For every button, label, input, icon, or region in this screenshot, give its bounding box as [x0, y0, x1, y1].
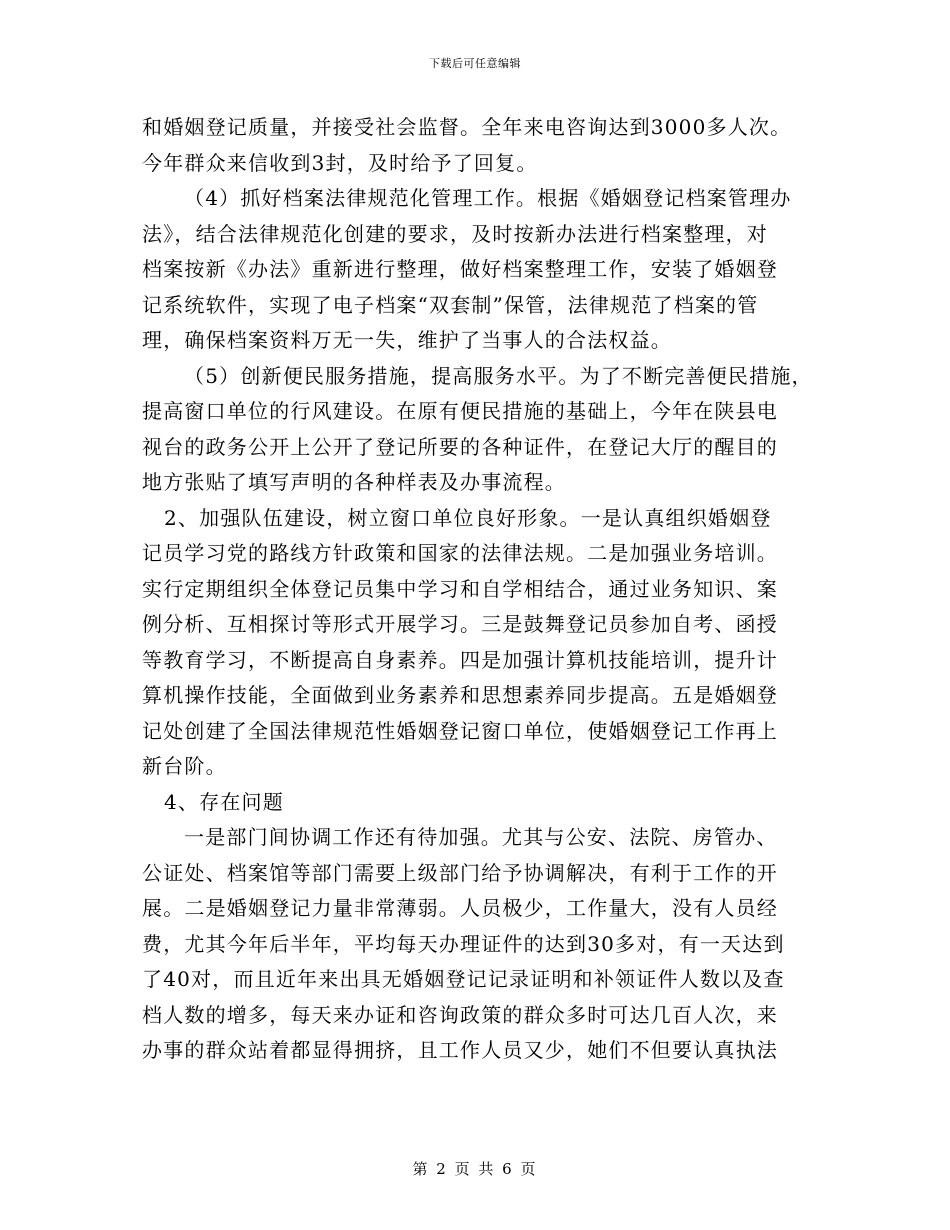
section-heading: 4、存在问题: [164, 789, 284, 814]
text-line: 例分析、互相探讨等形式开展学习。三是鼓舞登记员参加自考、函授: [142, 612, 778, 636]
text-line: 实行定期组织全体登记员集中学习和自学相结合，通过业务知识、案: [142, 576, 778, 601]
text-line: 公证处、档案馆等部门需要上级部门给予协调解决，有利于工作的开: [142, 860, 778, 885]
paragraph-start-line: （4）抓好档案法律规范化管理工作。根据《婚姻登记档案管理办: [184, 186, 792, 210]
text-line: 算机操作技能，全面做到业务素养和思想素养同步提高。五是婚姻登: [142, 683, 778, 707]
text-line: 档案按新《办法》重新进行整理，做好档案整理工作，安装了婚姻登: [142, 257, 778, 281]
text-line: 记处创建了全国法律规范性婚姻登记窗口单位，使婚姻登记工作再上: [142, 718, 778, 743]
text-line: 和婚姻登记质量，并接受社会监督。全年来电咨询达到3000多人次。: [142, 115, 792, 139]
page-number-footer: 第 2 页 共 6 页: [412, 1160, 538, 1178]
paragraph-start-line: 2、加强队伍建设，树立窗口单位良好形象。一是认真组织婚姻登: [164, 505, 772, 530]
text-line: 展。二是婚姻登记力量非常薄弱。人员极少，工作量大，没有人员经: [142, 896, 778, 920]
paragraph-start-line: 一是部门间协调工作还有待加强。尤其与公安、法院、房管办、: [184, 825, 778, 849]
text-line: 记员学习党的路线方针政策和国家的法律法规。二是加强业务培训。: [142, 541, 778, 565]
text-line: 理，确保档案资料万无一失，维护了当事人的合法权益。: [142, 328, 672, 352]
text-line: 法》，结合法律规范化创建的要求，及时按新办法进行档案整理，对: [142, 221, 768, 246]
page-header: 下载后可任意编辑: [429, 57, 521, 70]
text-line: 地方张贴了填写声明的各种样表及办事流程。: [142, 470, 566, 494]
body-text: [142, 110, 812, 1069]
text-line: 提高窗口单位的行风建设。在原有便民措施的基础上，今年在陕县电: [142, 399, 778, 423]
text-line: 新台阶。: [142, 754, 227, 778]
text-line: 办事的群众站着都显得拥挤，且工作人员又少，她们不但要认真执法: [142, 1038, 778, 1062]
paragraph-start-line: （5）创新便民服务措施，提高服务水平。为了不断完善便民措施，: [184, 363, 813, 388]
text-line: 记系统软件，实现了电子档案“双套制”保管，法律规范了档案的管: [142, 292, 759, 317]
text-line: 等教育学习，不断提高自身素养。四是加强计算机技能培训，提升计: [142, 647, 778, 672]
text-line: 了40对，而且近年来出具无婚姻登记记录证明和补领证件人数以及查: [142, 967, 785, 991]
text-line: 视台的政务公开上公开了登记所要的各种证件，在登记大厅的醒目的: [142, 434, 778, 459]
text-line: 今年群众来信收到3封，及时给予了回复。: [142, 150, 538, 175]
text-line: 费，尤其今年后半年，平均每天办理证件的达到30多对，有一天达到: [142, 931, 785, 956]
text-line: 档人数的增多，每天来办证和咨询政策的群众多时可达几百人次，来: [142, 1002, 778, 1027]
